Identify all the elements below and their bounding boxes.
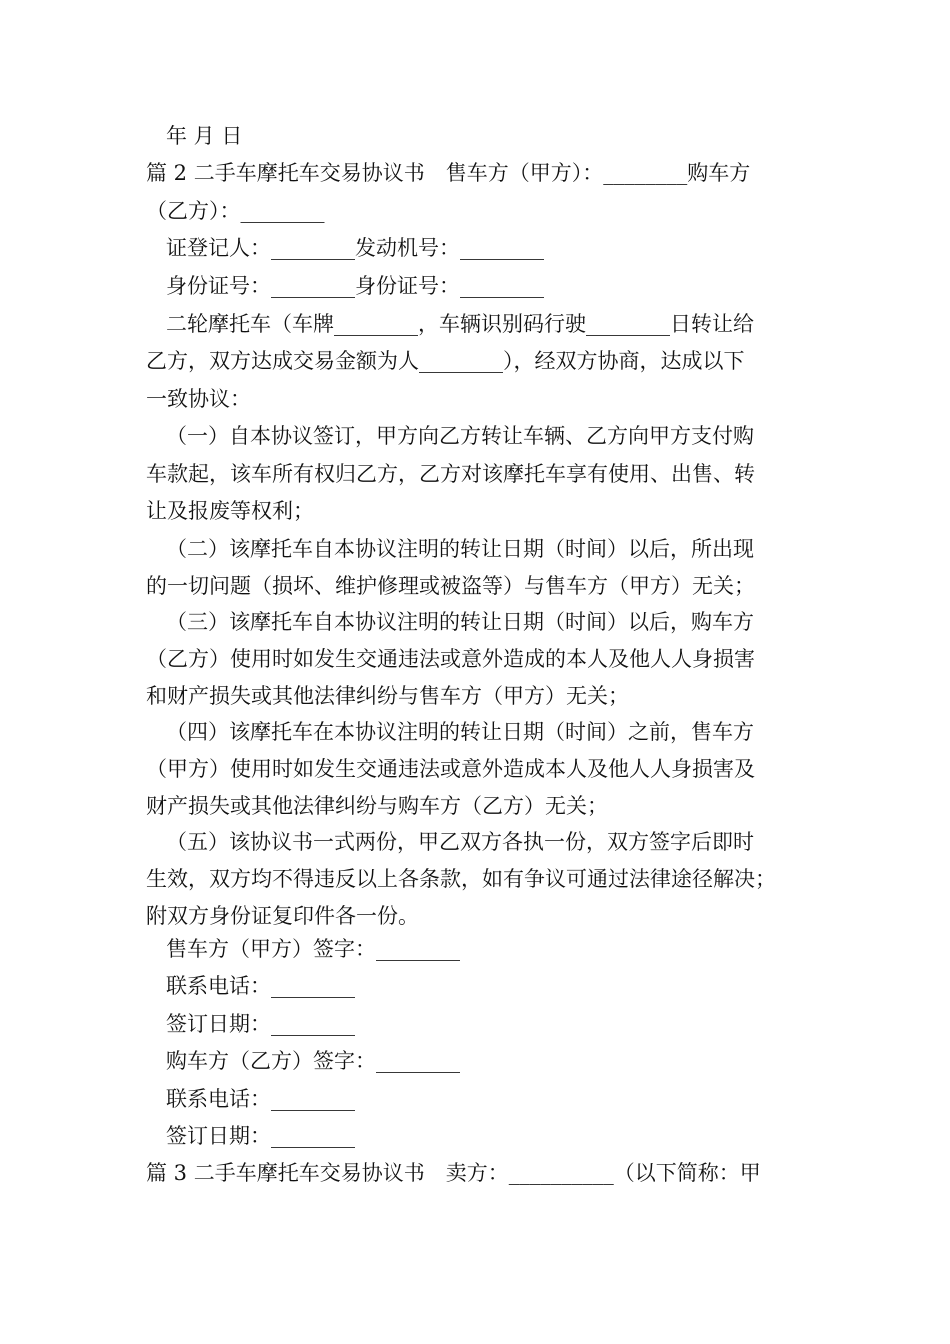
paragraph-line: 一致协议： xyxy=(146,387,251,411)
paragraph-line: （乙方）：________ xyxy=(146,199,325,223)
clause-2-line: 的一切问题（损坏、维护修理或被盗等）与售车方（甲方）无关； xyxy=(146,574,755,598)
buyer-date-line: 签订日期：________ xyxy=(166,1124,355,1148)
seller-date-line: 签订日期：________ xyxy=(166,1012,355,1036)
buyer-signature-line: 购车方（乙方）签字：________ xyxy=(166,1049,460,1073)
clause-3-line: （乙方）使用时如发生交通违法或意外造成的本人及他人人身损害 xyxy=(146,647,755,671)
clause-5-line: （五）该协议书一式两份，甲乙双方各执一份，双方签字后即时 xyxy=(166,830,754,854)
clause-1-line: 让及报废等权利； xyxy=(146,499,314,523)
clause-5-line: 生效，双方均不得违反以上各条款，如有争议可通过法律途径解决； xyxy=(146,867,776,891)
clause-4-line: （四）该摩托车在本协议注明的转让日期（时间）之前，售车方 xyxy=(166,720,754,744)
section-2-heading: 篇 2 二手车摩托车交易协议书 售车方（甲方）：________购车方 xyxy=(146,161,751,185)
paragraph-line: 乙方，双方达成交易金额为人________），经双方协商，达成以下 xyxy=(146,349,745,373)
clause-4-line: （甲方）使用时如发生交通违法或意外造成本人及他人人身损害及 xyxy=(146,757,755,781)
clause-4-line: 财产损失或其他法律纠纷与购车方（乙方）无关； xyxy=(146,794,608,818)
date-line: 年 月 日 xyxy=(166,124,243,148)
paragraph-line: 证登记人：________发动机号：________ xyxy=(166,236,544,260)
clause-2-line: （二）该摩托车自本协议注明的转让日期（时间）以后，所出现 xyxy=(166,537,754,561)
paragraph-line: 身份证号：________身份证号：________ xyxy=(166,274,544,298)
buyer-phone-line: 联系电话：________ xyxy=(166,1087,355,1111)
seller-phone-line: 联系电话：________ xyxy=(166,974,355,998)
clause-5-line: 附双方身份证复印件各一份。 xyxy=(146,904,419,928)
seller-signature-line: 售车方（甲方）签字：________ xyxy=(166,937,460,961)
clause-1-line: （一）自本协议签订，甲方向乙方转让车辆、乙方向甲方支付购 xyxy=(166,424,754,448)
clause-1-line: 车款起，该车所有权归乙方，乙方对该摩托车享有使用、出售、转 xyxy=(146,462,755,486)
clause-3-line: 和财产损失或其他法律纠纷与售车方（甲方）无关； xyxy=(146,684,629,708)
section-3-heading: 篇 3 二手车摩托车交易协议书 卖方：__________（以下简称：甲 xyxy=(146,1161,761,1185)
clause-3-line: （三）该摩托车自本协议注明的转让日期（时间）以后，购车方 xyxy=(166,610,754,634)
paragraph-line: 二轮摩托车（车牌________，车辆识别码行驶________日转让给 xyxy=(166,312,754,336)
